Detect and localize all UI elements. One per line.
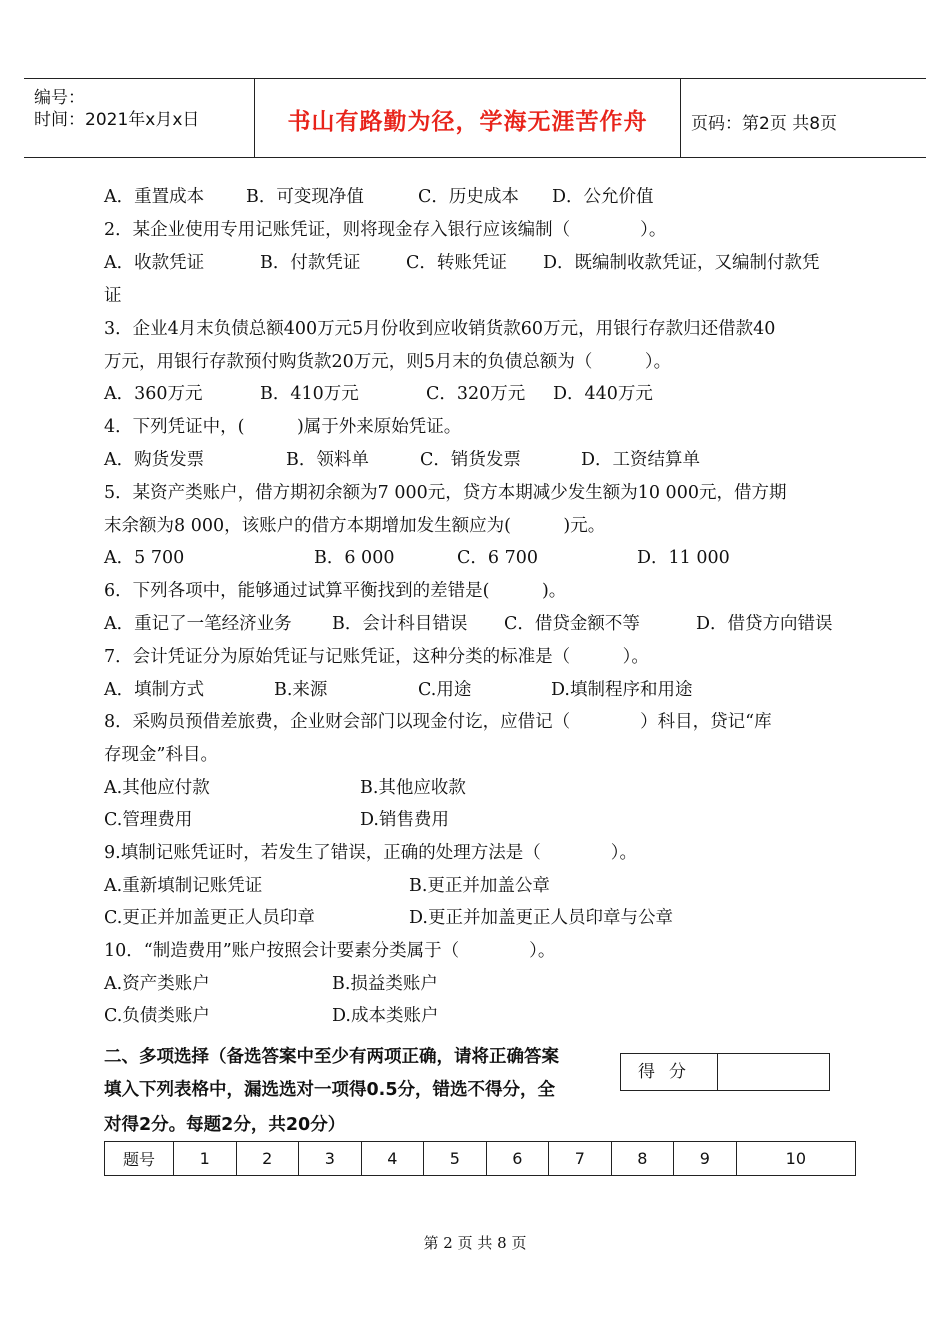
q6-option-d: D．借贷方向错误 xyxy=(696,614,833,634)
q6-stem: 6．下列各项中，能够通过试算平衡找到的差错是( )。 xyxy=(104,581,567,601)
q5-option-b: B．6 000 xyxy=(314,548,395,568)
score-label: 得分 xyxy=(621,1054,718,1090)
page-footer: 第 2 页 共 8 页 xyxy=(423,1234,527,1252)
q9-stem: 9.填制记账凭证时，若发生了错误，正确的处理方法是（ ）。 xyxy=(104,843,637,863)
answer-table xyxy=(104,1141,856,1176)
q10-option-b: B.损益类账户 xyxy=(332,974,438,994)
q6-option-b: B．会计科目错误 xyxy=(332,614,468,634)
q7-stem: 7．会计凭证分为原始凭证与记账凭证，这种分类的标准是（ ）。 xyxy=(104,647,649,667)
section2-heading-1: 二、多项选择（备选答案中至少有两项正确，请将正确答案 xyxy=(104,1047,559,1067)
answer-number-cell: 6 xyxy=(486,1142,549,1176)
q8-option-a: A.其他应付款 xyxy=(104,778,210,798)
q8-stem-1: 8．采购员预借差旅费，企业财会部门以现金付讫，应借记（ ）科目，贷记“库 xyxy=(104,712,772,732)
q10-option-c: C.负债类账户 xyxy=(104,1006,210,1026)
q1-option-d: D．公允价值 xyxy=(552,187,654,207)
q8-stem-2: 存现金”科目。 xyxy=(104,745,218,765)
q7-option-c: C.用途 xyxy=(418,680,472,700)
answer-number-cell: 5 xyxy=(424,1142,487,1176)
header-motto-cell xyxy=(255,79,681,157)
score-box xyxy=(620,1053,830,1091)
q2-option-d-tail: 证 xyxy=(104,286,122,306)
q2-option-c: C．转账凭证 xyxy=(406,253,507,273)
q5-option-a: A．5 700 xyxy=(104,548,185,568)
q3-stem-1: 3．企业4月末负债总额400万元5月份收到应收销货款60万元，用银行存款归还借款40 xyxy=(104,319,776,339)
q10-option-d: D.成本类账户 xyxy=(332,1006,439,1026)
section2-heading-2: 填入下列表格中，漏选选对一项得0.5分，错选不得分，全 xyxy=(104,1080,555,1100)
q6-option-c: C．借贷金额不等 xyxy=(504,614,640,634)
page-label: 页码：第2页 共8页 xyxy=(691,114,838,134)
header-page-cell xyxy=(681,79,926,157)
section2-heading-3: 对得2分。每题2分，共20分） xyxy=(104,1115,346,1135)
q6-option-a: A．重记了一笔经济业务 xyxy=(104,614,292,634)
answer-number-cell: 2 xyxy=(236,1142,299,1176)
q2-option-b: B．付款凭证 xyxy=(260,253,361,273)
q4-option-c: C．销货发票 xyxy=(420,450,521,470)
answer-number-cell: 4 xyxy=(361,1142,424,1176)
q9-option-c: C.更正并加盖更正人员印章 xyxy=(104,908,315,928)
q4-option-d: D．工资结算单 xyxy=(581,450,701,470)
q9-option-d: D.更正并加盖更正人员印章与公章 xyxy=(409,908,673,928)
answer-number-cell: 7 xyxy=(549,1142,612,1176)
q3-stem-2: 万元，用银行存款预付购货款20万元，则5月末的负债总额为（ ）。 xyxy=(104,352,672,372)
q7-option-b: B.来源 xyxy=(274,680,328,700)
q4-stem: 4．下列凭证中，( )属于外来原始凭证。 xyxy=(104,417,462,437)
answer-header-cell: 题号 xyxy=(105,1142,174,1176)
q8-option-d: D.销售费用 xyxy=(360,810,449,830)
q3-option-a: A．360万元 xyxy=(104,384,203,404)
answer-number-cell: 10 xyxy=(736,1142,855,1176)
q3-option-d: D．440万元 xyxy=(553,384,653,404)
answer-number-cell: 8 xyxy=(611,1142,674,1176)
answer-number-cell: 3 xyxy=(299,1142,362,1176)
q10-stem: 10．“制造费用”账户按照会计要素分类属于（ ）。 xyxy=(104,941,556,961)
q3-option-b: B．410万元 xyxy=(260,384,359,404)
header-meta xyxy=(24,79,255,157)
q2-option-d: D．既编制收款凭证，又编制付款凭 xyxy=(543,253,820,273)
q7-option-d: D.填制程序和用途 xyxy=(551,680,693,700)
q5-option-c: C．6 700 xyxy=(457,548,538,568)
q1-option-b: B．可变现净值 xyxy=(246,187,364,207)
q5-stem-1: 5．某资产类账户，借方期初余额为7 000元，贷方本期减少发生额为10 000元，借方期 xyxy=(104,483,787,503)
answer-table-row xyxy=(105,1142,856,1176)
q4-option-a: A．购货发票 xyxy=(104,450,205,470)
serial-label: 编号： xyxy=(34,88,85,108)
q4-option-b: B．领料单 xyxy=(286,450,369,470)
q8-option-b: B.其他应收款 xyxy=(360,778,466,798)
q8-option-c: C.管理费用 xyxy=(104,810,193,830)
q1-option-a: A．重置成本 xyxy=(104,187,205,207)
answer-number-cell: 9 xyxy=(674,1142,737,1176)
answer-number-cell: 1 xyxy=(174,1142,237,1176)
time-label: 时间：2021年x月x日 xyxy=(34,110,200,130)
q9-option-b: B.更正并加盖公章 xyxy=(409,876,550,896)
page-header xyxy=(24,78,926,158)
q2-option-a: A．收款凭证 xyxy=(104,253,205,273)
q10-option-a: A.资产类账户 xyxy=(104,974,210,994)
q5-option-d: D．11 000 xyxy=(637,548,730,568)
q7-option-a: A．填制方式 xyxy=(104,680,205,700)
q1-option-c: C．历史成本 xyxy=(418,187,519,207)
q9-option-a: A.重新填制记账凭证 xyxy=(104,876,263,896)
q3-option-c: C．320万元 xyxy=(426,384,526,404)
q5-stem-2: 末余额为8 000，该账户的借方本期增加发生额应为( )元。 xyxy=(104,516,606,536)
motto: 书山有路勤为径，学海无涯苦作舟 xyxy=(287,109,648,135)
q2-stem: 2．某企业使用专用记账凭证，则将现金存入银行应该编制（ ）。 xyxy=(104,220,667,240)
